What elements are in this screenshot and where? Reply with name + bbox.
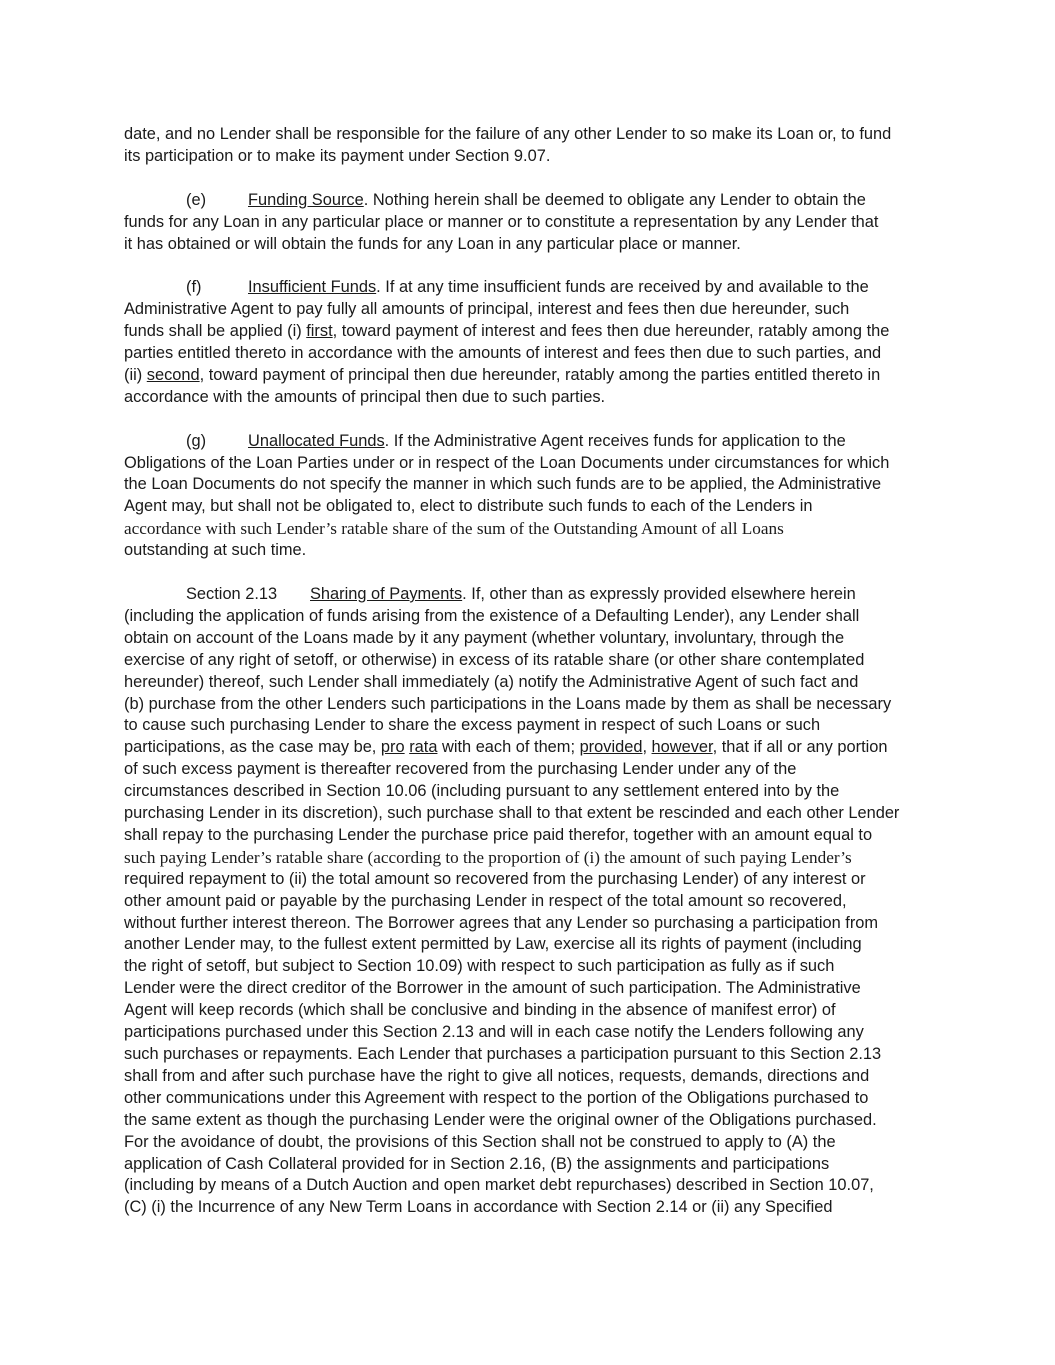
- text-line: Obligations of the Loan Parties under or in respect of the Loan Documents under circumstances for which: [124, 453, 890, 472]
- text-line: [124, 277, 934, 299]
- clause-heading: Unallocated Funds: [248, 431, 385, 450]
- text-line: accordance with such Lender’s ratable share of the sum of the Outstanding Amount of all Loans: [124, 519, 784, 539]
- text-line: it has obtained or will obtain the funds for any Loan in any particular place or manner.: [124, 234, 741, 253]
- paragraph-g-unallocated-funds: [124, 431, 934, 562]
- text-line: [124, 584, 934, 606]
- clause-heading: Insufficient Funds: [248, 278, 377, 297]
- text-line: Administrative Agent to pay fully all amounts of principal, interest and fees then due hereunder, such: [124, 300, 850, 319]
- text-line: Agent may, but shall not be obligated to, elect to distribute such funds to each of the Lenders in: [124, 497, 813, 516]
- text-line: Agent will keep records (which shall be conclusive and binding in the absence of manifest error) of: [124, 1001, 836, 1020]
- text-line: such purchases or repayments. Each Lender that purchases a participation pursuant to this Section 2.13: [124, 1045, 882, 1063]
- text-line: funds for any Loan in any particular place or manner or to constitute a representation by any Lender that: [124, 212, 879, 231]
- text-line: the same extent as though the purchasing Lender were the original owner of the Obligations purchased.: [124, 1110, 877, 1129]
- text-run: with each of them;: [437, 738, 580, 757]
- text-run: ,: [642, 738, 652, 757]
- paragraph-f-insufficient-funds: [124, 277, 934, 408]
- text-line: purchasing Lender in its discretion), such purchase shall to that extent be rescinded and each other Lender: [124, 804, 900, 823]
- text-line: application of Cash Collateral provided for in Section 2.16, (B) the assignments and participations: [124, 1154, 830, 1173]
- text-run: . Nothing herein shall be deemed to obligate any Lender to obtain the: [363, 190, 866, 209]
- clause-label: (g): [186, 431, 207, 450]
- term-however: however: [651, 738, 713, 757]
- text-line: other amount paid or payable by the purchasing Lender in respect of the total amount so recovered,: [124, 891, 847, 910]
- text-line: date, and no Lender shall be responsible for the failure of any other Lender to so make its Loan or, to fund: [124, 125, 892, 143]
- text-line: to cause such purchasing Lender to share the excess payment in respect of such Loans or such: [124, 716, 821, 735]
- document-body: [124, 124, 934, 1241]
- text-run: , toward payment of interest and fees then due hereunder, ratably among the: [332, 322, 890, 341]
- text-run: , that if all or any portion: [712, 738, 888, 757]
- section-heading: Sharing of Payments: [310, 584, 463, 603]
- text-line: hereunder) thereof, such Lender shall immediately (a) notify the Administrative Agent of such fact and: [124, 672, 859, 691]
- text-line: other communications under this Agreement with respect to the portion of the Obligations purchased to: [124, 1088, 869, 1107]
- term-second: second: [146, 365, 200, 384]
- text-line: participations purchased under this Section 2.13 and will in each case notify the Lenders following any: [124, 1023, 864, 1042]
- text-line: [124, 431, 934, 453]
- term-provided: provided: [579, 738, 643, 757]
- text-run: , toward payment of principal then due hereunder, ratably among the parties entitled thereto in: [199, 365, 881, 384]
- term-pro: pro: [380, 738, 405, 757]
- text-line: such paying Lender’s ratable share (according to the proportion of (i) the amount of such paying Lender’s: [124, 847, 852, 867]
- text-line: exercise of any right of setoff, or otherwise) in excess of its ratable share (or other share contemplated: [124, 650, 865, 669]
- text-line: shall from and after such purchase have the right to give all notices, requests, demands, directions and: [124, 1066, 870, 1085]
- text-line: accordance with the amounts of principal then due to such parties.: [124, 387, 606, 406]
- text-line: outstanding at such time.: [124, 541, 307, 560]
- text-line: [124, 321, 934, 343]
- text-run: funds shall be applied (i): [124, 322, 307, 341]
- text-line: [124, 365, 934, 387]
- text-line: parties entitled thereto in accordance with the amounts of interest and fees then due to such parties, and: [124, 344, 882, 363]
- text-line: circumstances described in Section 10.06 (including pursuant to any settlement entered into by the: [124, 782, 840, 801]
- text-run: . If, other than as expressly provided elsewhere herein: [462, 584, 856, 603]
- text-line: shall repay to the purchasing Lender the purchase price paid therefor, together with an amount equal to: [124, 825, 873, 844]
- text-line: another Lender may, to the fullest extent permitted by Law, exercise all its rights of payment (including: [124, 935, 862, 954]
- text-line: obtain on account of the Loans made by it any payment (whether voluntary, involuntary, through the: [124, 628, 845, 647]
- clause-label: (f): [186, 278, 202, 297]
- section-2-13-sharing-of-payments: [124, 584, 934, 1219]
- text-line: For the avoidance of doubt, the provisions of this Section shall not be construed to apply to (A) the: [124, 1132, 836, 1151]
- text-line: [124, 737, 934, 759]
- term-rata: rata: [409, 738, 438, 757]
- text-line: required repayment to (ii) the total amount so recovered from the purchasing Lender) of any interest or: [124, 869, 866, 888]
- text-line: the Loan Documents do not specify the manner in which such funds are to be applied, the Administrative: [124, 475, 882, 494]
- section-label: Section 2.13: [186, 584, 278, 603]
- text-line: of such excess payment is thereafter recovered from the purchasing Lender under any of the: [124, 760, 797, 779]
- text-line: Lender were the direct creditor of the Borrower in the amount of such participation. The Administrative: [124, 979, 861, 998]
- text-line: without further interest thereon. The Borrower agrees that any Lender so purchasing a participation from: [124, 913, 879, 932]
- text-run: participations, as the case may be,: [124, 738, 381, 757]
- text-line: (including by means of a Dutch Auction and open market debt repurchases) described in Section 10.07,: [124, 1176, 874, 1195]
- paragraph-e-funding-source: [124, 190, 934, 256]
- text-line: [124, 190, 934, 212]
- text-run: . If at any time insufficient funds are received by and available to the: [376, 278, 869, 297]
- term-first: first: [306, 322, 333, 341]
- text-line: (b) purchase from the other Lenders such participations in the Loans made by them as shall be necessary: [124, 694, 892, 713]
- paragraph-continuation: [124, 124, 934, 168]
- text-run: . If the Administrative Agent receives funds for application to the: [384, 431, 846, 450]
- clause-heading: Funding Source: [248, 190, 364, 209]
- text-run: (ii): [124, 365, 147, 384]
- text-line: its participation or to make its payment under Section 9.07.: [124, 146, 551, 165]
- clause-label: (e): [186, 190, 207, 209]
- text-line: (C) (i) the Incurrence of any New Term Loans in accordance with Section 2.14 or (ii) any Specified: [124, 1198, 833, 1217]
- text-line: the right of setoff, but subject to Section 10.09) with respect to such participation as fully as if such: [124, 957, 835, 976]
- text-line: (including the application of funds arising from the existence of a Defaulting Lender), any Lender shall: [124, 606, 860, 625]
